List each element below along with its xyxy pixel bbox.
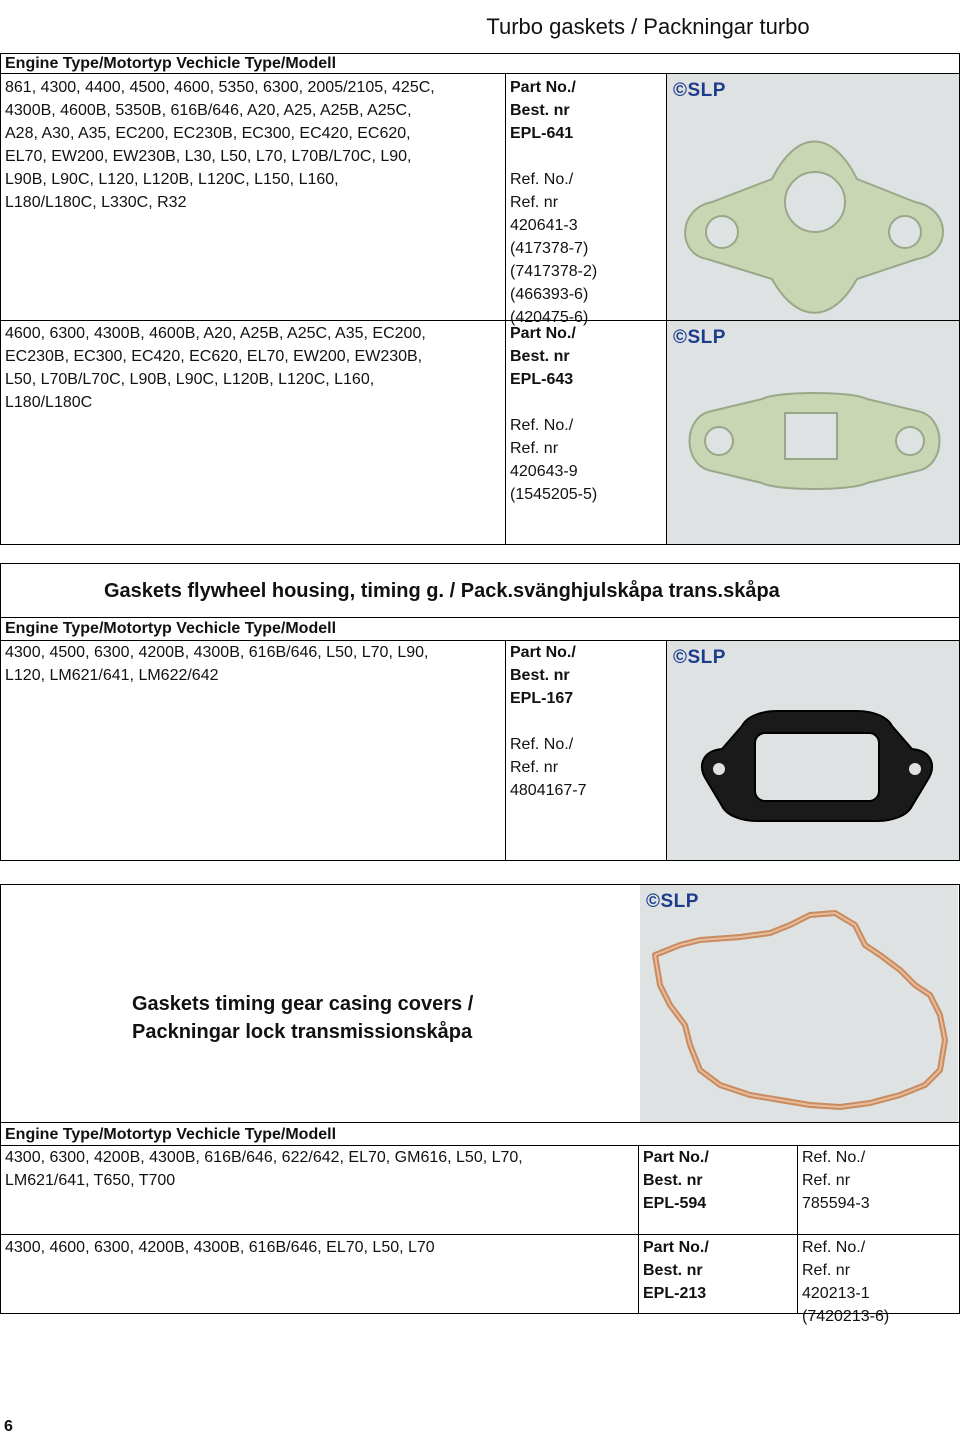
table-header: Engine Type/Motortyp Vechicle Type/Modell — [5, 620, 337, 637]
ref-info: Ref. No./ Ref. nr 785594-3 — [802, 1149, 870, 1212]
divider — [505, 73, 506, 545]
gasket-square-hole-image — [667, 321, 959, 544]
divider — [0, 1234, 960, 1235]
slp-logo: ©SLP — [673, 327, 726, 348]
part-number: EPL-167 — [510, 690, 574, 707]
divider — [505, 640, 506, 861]
slp-logo: ©SLP — [673, 647, 726, 668]
divider — [638, 1145, 639, 1314]
part-info: Part No./ Best. nr EPL-167 Ref. No./ Ref. nr 4804167-7 — [510, 644, 587, 799]
part-info: Part No./ Best. nr EPL-213 — [643, 1236, 709, 1305]
product-photo — [667, 641, 959, 860]
table-header: Engine Type/Motortyp Vechicle Type/Modell — [5, 1126, 337, 1143]
engine-list: 4600, 6300, 4300B, 4600B, A20, A25B, A25C, A35, EC200, EC230B, EC300, EC420, EC620, EL70, EW200, EW230B, L50, L70B/L70C, L90B, L90C, L120B, L120C, L160, L180/L180C — [5, 325, 426, 411]
part-number: EPL-594 — [643, 1195, 707, 1212]
gasket-rectangular-black-image — [667, 641, 959, 860]
table-header: Engine Type/Motortyp Vechicle Type/Modell — [5, 55, 337, 72]
divider — [797, 1145, 798, 1314]
page-number: 6 — [4, 1418, 13, 1435]
engine-list: 861, 4300, 4400, 4500, 4600, 5350, 6300, 2005/2105, 425C, 4300B, 4600B, 5350B, 616B/646, A20, A25, A25B, A25C, A28, A30, A35, EC200, EC230B, EC300, EC420, EC620, EL70, EW200, EW230B, L30, L50, L70, L70B/L70C, L90, L90B, L90C, L120, L120B, L120C, L150, L160, L180/L180C, L330C, R32 — [5, 79, 435, 211]
part-number: EPL-643 — [510, 371, 574, 388]
divider — [0, 1122, 960, 1123]
engine-list: 4300, 4500, 6300, 4200B, 4300B, 616B/646, L50, L70, L90, L120, LM621/641, LM622/642 — [5, 644, 429, 684]
part-info: Part No./ Best. nr EPL-594 — [643, 1146, 709, 1215]
part-info: Part No./ Best. nr EPL-643 Ref. No./ Ref. nr 420643-9 (1545205-5) — [510, 325, 598, 503]
part-number: EPL-641 — [510, 125, 574, 142]
slp-logo: ©SLP — [673, 80, 726, 101]
product-photo — [667, 321, 959, 544]
product-photo — [640, 885, 958, 1122]
gasket-timing-cover-image — [640, 885, 958, 1122]
product-photo — [667, 74, 959, 320]
divider — [0, 617, 960, 618]
slp-logo: ©SLP — [646, 891, 699, 912]
engine-list: 4300, 6300, 4200B, 4300B, 616B/646, 622/642, EL70, GM616, L50, L70, LM621/641, T650, T700 — [5, 1149, 523, 1189]
section-title-timing: Gaskets timing gear casing covers / Packningar lock transmissionskåpa — [132, 993, 474, 1043]
ref-info: Ref. No./ Ref. nr 420213-1 (7420213-6) — [802, 1239, 890, 1325]
part-number: EPL-213 — [643, 1285, 707, 1302]
gasket-oval-round-hole-image — [667, 74, 959, 320]
engine-list: 4300, 4600, 6300, 4200B, 4300B, 616B/646, EL70, L50, L70 — [5, 1239, 435, 1256]
section-title-flywheel: Gaskets flywheel housing, timing g. / Pack.svänghjulskåpa trans.skåpa — [104, 580, 780, 602]
section-title-turbo: Turbo gaskets / Packningar turbo — [486, 14, 810, 39]
part-info: Part No./ Best. nr EPL-641 Ref. No./ Ref. nr 420641-3 (417378-7) (7417378-2) (466393-6) (420475-6) — [510, 79, 598, 326]
